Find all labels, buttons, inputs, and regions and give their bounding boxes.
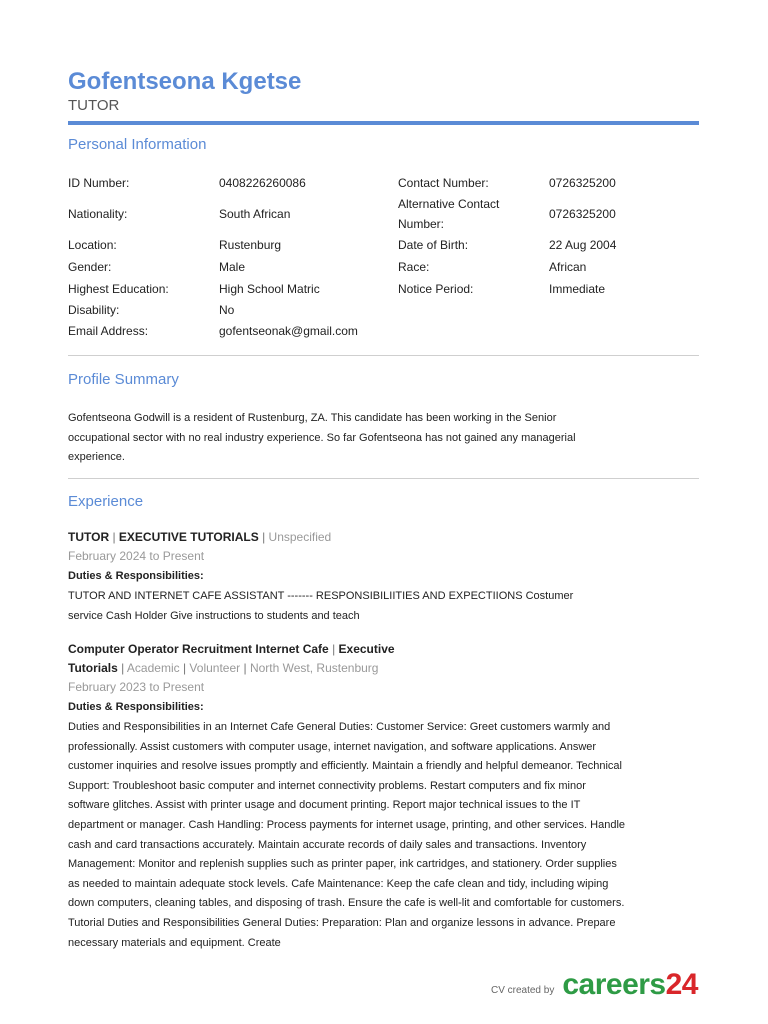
gender-label: Gender: xyxy=(68,260,112,274)
personal-info-divider xyxy=(68,355,699,356)
job-2-duties-label: Duties & Responsibilities: xyxy=(68,701,204,713)
profile-summary-text: Gofentseona Godwill is a resident of Rustenburg, ZA. This candidate has been working in the Senior occupational sector with no real industry experience. So far Gofentseona has not gained any managerial experience. xyxy=(68,412,576,463)
logo-number: 24 xyxy=(665,968,698,1001)
email-value[interactable]: gofentseonak@gmail.com xyxy=(219,324,358,338)
experience-heading: Experience xyxy=(68,493,144,510)
id-value: 0408226260086 xyxy=(219,176,306,190)
gender-value: Male xyxy=(219,260,246,274)
id-label: ID Number: xyxy=(68,176,130,190)
location-value: Rustenburg xyxy=(219,238,282,252)
notice-value: Immediate xyxy=(549,282,606,296)
job-1-dates: February 2024 to Present xyxy=(68,549,205,563)
job-1-company: EXECUTIVE TUTORIALS xyxy=(118,530,259,544)
job-1-meta: Unspecified xyxy=(268,530,332,544)
cv-created-by-label: CV created by xyxy=(490,985,555,996)
logo-text: careers xyxy=(562,968,666,1001)
candidate-name: Gofentseona Kgetse xyxy=(68,68,302,95)
profile-summary-heading: Profile Summary xyxy=(68,371,179,388)
separator: | xyxy=(262,530,266,544)
candidate-title: TUTOR xyxy=(68,97,120,114)
race-label: Race: xyxy=(398,260,430,274)
job-2-title: Computer Operator Recruitment Internet Cafe xyxy=(68,642,329,656)
footer-branding xyxy=(491,968,698,1002)
education-value: High School Matric xyxy=(219,282,320,296)
notice-label: Notice Period: xyxy=(398,282,474,296)
separator: | xyxy=(243,661,247,675)
careers24-logo[interactable] xyxy=(562,968,698,1002)
job-1-header xyxy=(68,528,331,547)
contact-value: 0726325200 xyxy=(549,176,616,190)
alt-contact-value: 0726325200 xyxy=(549,207,616,221)
separator: | xyxy=(332,642,336,656)
education-label: Highest Education: xyxy=(68,282,169,296)
header-divider xyxy=(68,121,699,125)
nationality-label: Nationality: xyxy=(68,207,128,221)
job-1-duties-label: Duties & Responsibilities: xyxy=(68,570,204,582)
email-label: Email Address: xyxy=(68,324,149,338)
job-1-description: TUTOR AND INTERNET CAFE ASSISTANT ------- RESPONSIBILIITIES AND EXPECTIIONS Costumer service Cash Holder Give instructions to students and teach xyxy=(68,590,574,622)
disability-label: Disability: xyxy=(68,303,120,317)
race-value: African xyxy=(549,260,587,274)
separator: | xyxy=(121,661,125,675)
job-2-company: Executive Tutorials xyxy=(68,642,395,675)
job-2-header xyxy=(68,640,413,678)
contact-label: Contact Number: xyxy=(398,176,489,190)
separator: | xyxy=(182,661,187,675)
job-2-description: Duties and Responsibilities in an Internet Cafe General Duties: Customer Service: Greet customers warmly and professionally. Assist customers with computer usage, internet navigation, and software applications. Answer customer inquiries and resolve issues promptly and efficiently. Maintain a friendly and helpful demeanor. Technical Support: Troubleshoot basic computer and internet connectivity problems. Restart computers and fix minor software glitches. Assist with printer usage and document printing. Report major technical issues to the IT department or manager. Cash Handling: Process payments for internet usage, printing, and other services. Handle cash and card transactions accurately. Maintain accurate records of daily sales and transactions. Inventory Management: Monitor and replenish supplies such as printer paper, ink cartridges, and stationery. Order supplies as needed to maintain adequate stock levels. Cafe Maintenance: Keep the cafe clean and tidy, including wiping down computers, cleaning tables, and disposing of trash. Ensure the cafe is well-lit and comfortable for customers. Tutorial Duties and Responsibilities General Duties: Preparation: Plan and organize lessons in advance. Prepare necessary materials and equipment. Create xyxy=(68,721,626,949)
nationality-value: South African xyxy=(219,207,291,221)
disability-value: No xyxy=(219,303,235,317)
job-2-category: Academic xyxy=(126,661,180,675)
personal-info-heading: Personal Information xyxy=(68,136,207,153)
dob-value: 22 Aug 2004 xyxy=(549,238,617,252)
job-2-dates: February 2023 to Present xyxy=(68,680,205,694)
profile-summary-divider xyxy=(68,478,699,479)
alt-contact-label: Alternative Contact Number: xyxy=(398,197,500,231)
job-2-location: North West, Rustenburg xyxy=(249,661,379,675)
job-2-type: Volunteer xyxy=(189,661,241,675)
location-label: Location: xyxy=(68,238,117,252)
dob-label: Date of Birth: xyxy=(398,238,469,252)
job-1-title: TUTOR xyxy=(68,530,110,544)
separator: | xyxy=(112,530,116,544)
